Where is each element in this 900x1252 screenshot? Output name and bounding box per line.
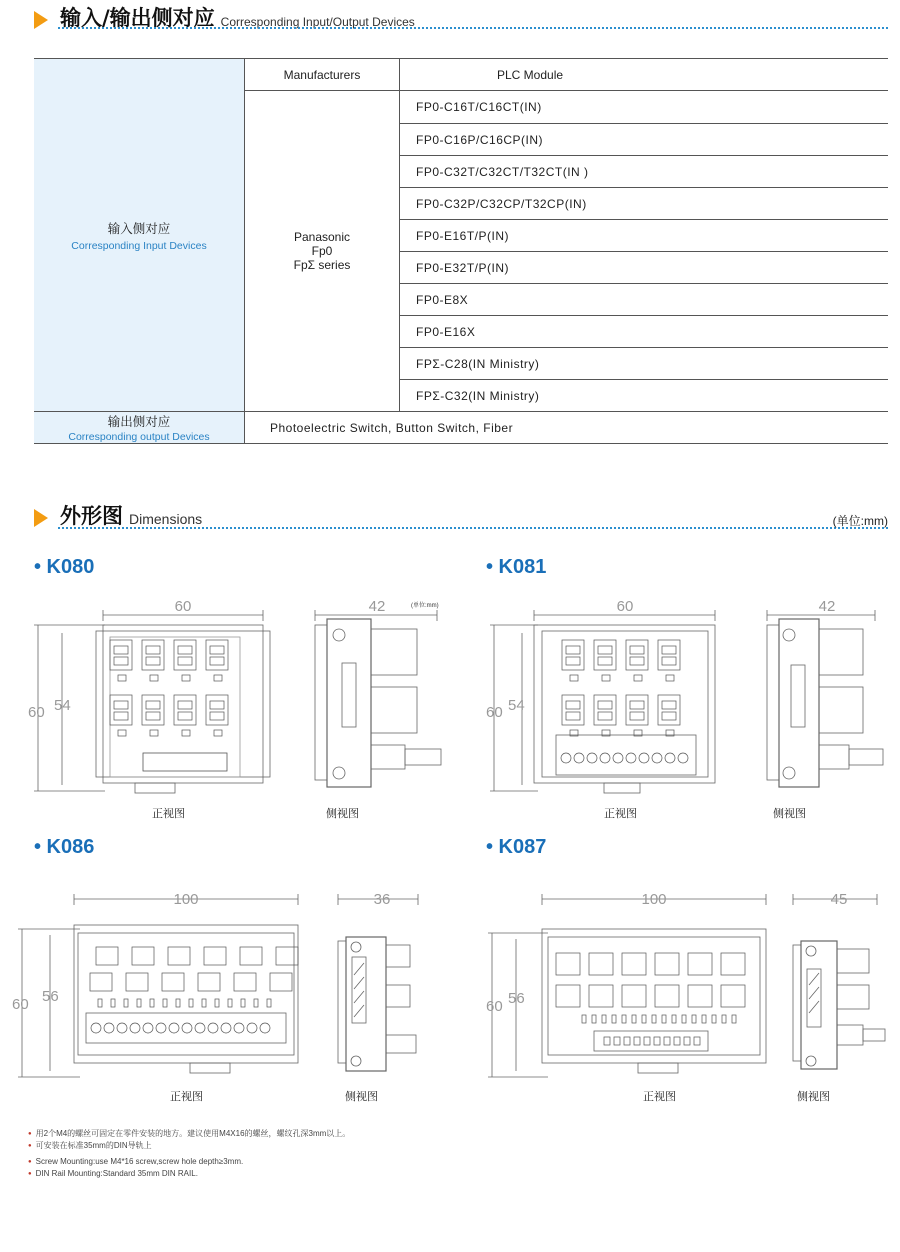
terminal-block	[655, 953, 679, 975]
terminal-block	[204, 947, 226, 965]
led-indicator	[150, 675, 158, 681]
ribbon-pin	[644, 1037, 650, 1045]
plc-module-cell: FP0-E16X	[400, 316, 889, 348]
terminal-slot	[566, 701, 580, 709]
manufacturer-line: Panasonic	[293, 230, 351, 244]
plc-module-cell: FP0-E8X	[400, 284, 889, 316]
unit-label: (单位:mm)	[832, 514, 888, 528]
led-indicator	[228, 999, 232, 1007]
terminal-slot	[210, 701, 224, 709]
terminal-screw	[234, 1023, 244, 1033]
terminal-slot	[662, 646, 676, 654]
terminal-block	[658, 640, 680, 670]
terminal-slot	[630, 657, 644, 665]
k080-width-dim: 60	[174, 598, 192, 615]
terminal-block	[721, 953, 745, 975]
k086-width-dim: 100	[173, 891, 199, 908]
k080-inner-height-dim: 54	[54, 697, 71, 714]
k080-side-width-dim: 42	[368, 598, 386, 615]
led-indicator	[137, 999, 141, 1007]
terminal-block	[622, 985, 646, 1007]
k086-front-caption: 正视图	[170, 1090, 203, 1103]
ribbon-pin	[674, 1037, 680, 1045]
terminal-slot	[630, 712, 644, 720]
output-devices-value	[245, 412, 889, 444]
led-indicator	[642, 1015, 646, 1023]
led-indicator	[267, 999, 271, 1007]
terminal-block	[655, 985, 679, 1007]
terminal-block	[110, 695, 132, 725]
ribbon-pin	[654, 1037, 660, 1045]
note-item: ● 用2个M4的螺丝可固定在零件安装的地方。建议使用M4X16的螺丝，螺纹孔深3mm以上。	[28, 1128, 350, 1140]
terminal-slot	[210, 712, 224, 720]
led-indicator	[176, 999, 180, 1007]
terminal-slot	[598, 657, 612, 665]
led-indicator	[592, 1015, 596, 1023]
led-indicator	[632, 1015, 636, 1023]
dotted-divider	[58, 27, 888, 29]
led-indicator	[118, 675, 126, 681]
model-title-k080: • K080	[34, 556, 95, 578]
led-indicator	[215, 999, 219, 1007]
k087-side-drawing	[785, 885, 890, 1085]
k087-side-caption: 侧视图	[797, 1090, 830, 1103]
terminal-slot	[630, 701, 644, 709]
ribbon-pin	[664, 1037, 670, 1045]
terminal-block	[162, 973, 184, 991]
terminal-slot	[178, 712, 192, 720]
terminal-screw	[208, 1023, 218, 1033]
led-indicator	[702, 1015, 706, 1023]
k080-side-unit: (单位:mm)	[411, 603, 439, 609]
led-indicator	[182, 730, 190, 736]
terminal-block	[126, 973, 148, 991]
ribbon-pin	[614, 1037, 620, 1045]
k087-front-drawing	[484, 885, 774, 1085]
terminal-block	[594, 695, 616, 725]
led-indicator	[612, 1015, 616, 1023]
k087-inner-height-dim: 56	[508, 990, 525, 1007]
terminal-block	[721, 985, 745, 1007]
plc-module-cell: FP0-C16P/C16CP(IN)	[400, 124, 889, 156]
terminal-slot	[178, 701, 192, 709]
led-indicator	[570, 675, 578, 681]
terminal-screw	[169, 1023, 179, 1033]
led-indicator	[582, 1015, 586, 1023]
led-indicator	[666, 675, 674, 681]
model-title-k087: • K087	[486, 836, 547, 858]
terminal-block	[556, 985, 580, 1007]
terminal-block	[174, 695, 196, 725]
terminal-blocks	[561, 640, 688, 763]
terminal-slot	[146, 646, 160, 654]
k080-front-caption: 正视图	[152, 807, 185, 820]
terminal-screw	[574, 753, 584, 763]
k086-side-width-dim: 36	[373, 891, 391, 908]
led-indicator	[241, 999, 245, 1007]
terminal-slot	[210, 646, 224, 654]
triangle-bullet-icon	[34, 509, 48, 527]
led-indicator	[662, 1015, 666, 1023]
ribbon-pin	[634, 1037, 640, 1045]
k080-side-caption: 侧视图	[326, 807, 359, 820]
terminal-slot	[630, 646, 644, 654]
terminal-block	[626, 695, 648, 725]
k081-side-width-dim: 42	[818, 598, 836, 615]
terminal-blocks	[90, 947, 298, 1033]
plc-module-cell: FP0-C16T/C16CT(IN)	[400, 91, 889, 124]
terminal-block	[198, 973, 220, 991]
dotted-divider	[58, 527, 888, 529]
terminal-block	[594, 640, 616, 670]
terminal-screw	[156, 1023, 166, 1033]
terminal-blocks	[110, 640, 228, 736]
model-title-k086: • K086	[34, 836, 95, 858]
section-dimensions-title	[34, 500, 202, 530]
led-indicator	[622, 1015, 626, 1023]
terminal-screw	[561, 753, 571, 763]
manufacturer-line: FpΣ series	[293, 258, 351, 272]
led-indicator	[732, 1015, 736, 1023]
led-indicator	[98, 999, 102, 1007]
terminal-slot	[598, 712, 612, 720]
terminal-screw	[639, 753, 649, 763]
terminal-block	[626, 640, 648, 670]
terminal-slot	[114, 646, 128, 654]
led-indicator	[163, 999, 167, 1007]
terminal-slot	[566, 657, 580, 665]
manufacturer-cell	[245, 91, 400, 412]
led-indicator	[682, 1015, 686, 1023]
terminal-slot	[210, 657, 224, 665]
led-indicator	[254, 999, 258, 1007]
k081-width-dim: 60	[616, 598, 634, 615]
terminal-screw	[104, 1023, 114, 1033]
k080-side-drawing	[305, 595, 455, 795]
plc-module-cell: FP0-E16T/P(IN)	[400, 220, 889, 252]
terminal-block	[270, 973, 292, 991]
led-indicator	[202, 999, 206, 1007]
table-row	[34, 412, 888, 444]
terminal-screw	[91, 1023, 101, 1033]
terminal-block	[132, 947, 154, 965]
input-label-en: Corresponding Input Devices	[71, 239, 207, 252]
ribbon-connector	[143, 753, 227, 771]
terminal-block	[622, 953, 646, 975]
terminal-screw	[613, 753, 623, 763]
led-indicator	[602, 1015, 606, 1023]
led-indicator	[214, 730, 222, 736]
terminal-screw	[117, 1023, 127, 1033]
terminal-screw	[182, 1023, 192, 1033]
input-devices-cell	[34, 59, 245, 412]
terminal-screw	[247, 1023, 257, 1033]
correspondence-table	[34, 58, 888, 444]
table-header-row	[34, 59, 888, 91]
terminal-screw	[652, 753, 662, 763]
led-indicator	[124, 999, 128, 1007]
led-indicator	[672, 1015, 676, 1023]
mounting-notes	[28, 1128, 350, 1180]
note-item: ● 可安装在标准35mm的DIN导轨上	[28, 1140, 350, 1152]
plc-module-cell: FP0-E32T/P(IN)	[400, 252, 889, 284]
k080-front-drawing	[30, 595, 275, 800]
terminal-slot	[146, 712, 160, 720]
terminal-slot	[178, 646, 192, 654]
terminal-slot	[114, 712, 128, 720]
led-indicator	[634, 675, 642, 681]
terminal-block	[142, 695, 164, 725]
terminal-block	[658, 695, 680, 725]
led-indicator	[189, 999, 193, 1007]
led-indicator	[712, 1015, 716, 1023]
k087-width-dim: 100	[641, 891, 667, 908]
terminal-slot	[146, 701, 160, 709]
led-indicator	[118, 730, 126, 736]
terminal-block	[142, 640, 164, 670]
terminal-block	[110, 640, 132, 670]
k081-front-caption: 正视图	[604, 807, 637, 820]
plc-module-cell: FPΣ-C32(IN Ministry)	[400, 380, 889, 412]
k080-height-dim: 60	[28, 704, 45, 721]
terminal-block	[234, 973, 256, 991]
dimensions-title-en: Dimensions	[129, 511, 203, 527]
led-indicator	[111, 999, 115, 1007]
terminal-slot	[114, 657, 128, 665]
terminal-screw	[260, 1023, 270, 1033]
terminal-block	[168, 947, 190, 965]
plc-module-cell: FPΣ-C28(IN Ministry)	[400, 348, 889, 380]
terminal-screw	[587, 753, 597, 763]
input-label-cn: 输入侧对应	[107, 220, 171, 236]
terminal-slot	[662, 701, 676, 709]
led-indicator	[214, 675, 222, 681]
terminal-slot	[662, 712, 676, 720]
terminal-block	[90, 973, 112, 991]
terminal-slot	[566, 646, 580, 654]
manufacturer-line: Fp0	[311, 244, 333, 258]
ribbon-pin	[604, 1037, 610, 1045]
ribbon-pin	[624, 1037, 630, 1045]
k081-height-dim: 60	[486, 704, 503, 721]
terminal-slot	[114, 701, 128, 709]
header-manufacturers: Manufacturers	[245, 59, 400, 91]
k086-height-dim: 60	[12, 996, 29, 1013]
ribbon-pin	[684, 1037, 690, 1045]
k087-side-width-dim: 45	[830, 891, 848, 908]
terminal-block	[240, 947, 262, 965]
terminal-block	[556, 953, 580, 975]
terminal-block	[589, 985, 613, 1007]
terminal-screw	[678, 753, 688, 763]
led-indicator	[182, 675, 190, 681]
terminal-slot	[146, 657, 160, 665]
k086-side-caption: 侧视图	[345, 1090, 378, 1103]
plc-module-cell: FP0-C32T/C32CT/T32CT(IN )	[400, 156, 889, 188]
k081-inner-height-dim: 54	[508, 697, 525, 714]
led-indicator	[692, 1015, 696, 1023]
terminal-block	[206, 640, 228, 670]
terminal-slot	[566, 712, 580, 720]
output-devices-cell	[34, 412, 245, 444]
terminal-block	[589, 953, 613, 975]
terminal-slot	[598, 701, 612, 709]
terminal-block	[96, 947, 118, 965]
led-indicator	[150, 730, 158, 736]
terminal-screw	[221, 1023, 231, 1033]
ribbon-pin	[694, 1037, 700, 1045]
terminal-slot	[662, 657, 676, 665]
section-title-cn: 输入/输出侧对应	[60, 6, 215, 30]
k086-side-drawing	[330, 885, 430, 1085]
terminal-screw	[195, 1023, 205, 1033]
plc-module-cell: FP0-C32P/C32CP/T32CP(IN)	[400, 188, 889, 220]
led-indicator	[652, 1015, 656, 1023]
terminal-block	[206, 695, 228, 725]
note-item: ● DIN Rail Mounting:Standard 35mm DIN RAIL.	[28, 1168, 350, 1180]
led-indicator	[602, 675, 610, 681]
model-title-k081: • K081	[486, 556, 547, 578]
output-label-cn: 输出侧对应	[107, 414, 171, 429]
output-devices-text: Photoelectric Switch, Button Switch, Fiber	[270, 420, 514, 435]
terminal-screw	[143, 1023, 153, 1033]
terminal-block	[688, 953, 712, 975]
terminal-block	[174, 640, 196, 670]
k087-front-caption: 正视图	[643, 1090, 676, 1103]
k081-side-caption: 侧视图	[773, 807, 806, 820]
terminal-block	[276, 947, 298, 965]
k081-front-drawing	[482, 595, 727, 800]
k086-front-drawing	[14, 885, 304, 1085]
header-plc-module-label: PLC Module	[497, 67, 564, 82]
triangle-bullet-icon	[34, 11, 48, 29]
terminal-screw	[665, 753, 675, 763]
terminal-block	[562, 695, 584, 725]
k086-inner-height-dim: 56	[42, 988, 59, 1005]
header-plc-module	[400, 59, 889, 91]
terminal-screw	[626, 753, 636, 763]
section-title-en: Corresponding Input/Output Devices	[220, 15, 415, 29]
terminal-block	[688, 985, 712, 1007]
led-indicator	[150, 999, 154, 1007]
terminal-block	[562, 640, 584, 670]
terminal-screw	[130, 1023, 140, 1033]
k087-height-dim: 60	[486, 998, 503, 1015]
k081-side-drawing	[755, 595, 895, 795]
led-indicator	[722, 1015, 726, 1023]
note-item: ● Screw Mounting:use M4*16 screw,screw hole depth≥3mm.	[28, 1156, 350, 1168]
terminal-slot	[598, 646, 612, 654]
terminal-screw	[600, 753, 610, 763]
terminal-slot	[178, 657, 192, 665]
dimensions-title-cn: 外形图	[60, 504, 123, 528]
output-label-en: Corresponding output Devices	[68, 431, 210, 443]
